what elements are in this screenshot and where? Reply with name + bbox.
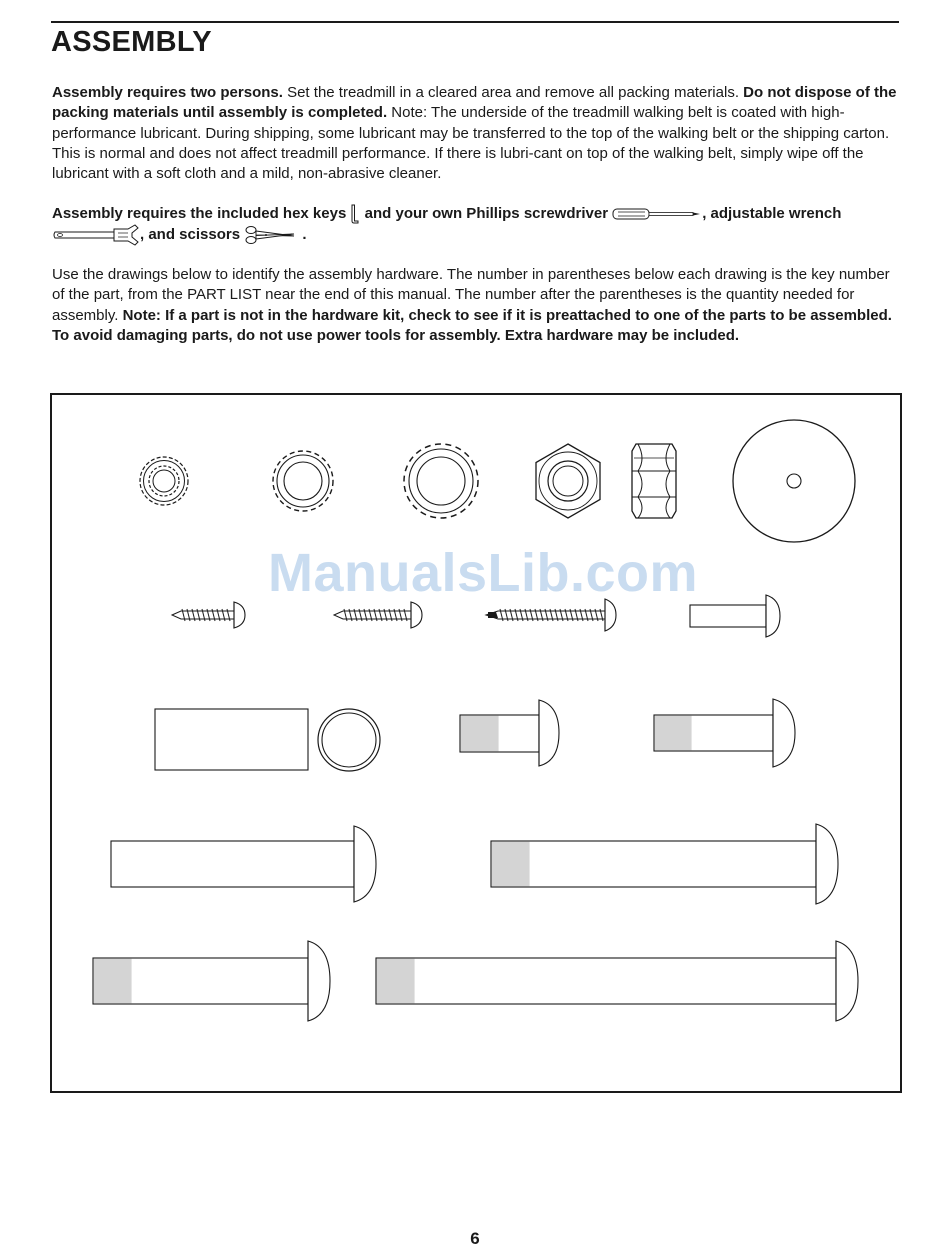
button-bolt-b [654, 699, 795, 767]
extra-long-bolt-patched [376, 941, 858, 1021]
long-bolt-plain [111, 826, 376, 902]
button-bolt-a [460, 700, 559, 766]
spacer [155, 709, 308, 770]
medium-bolt-patched [93, 941, 330, 1021]
hex-nut [536, 444, 600, 518]
phillips-screwdriver-icon [612, 206, 702, 222]
ring [318, 709, 380, 771]
hex-key-icon [350, 204, 360, 224]
top-rule [51, 21, 899, 23]
large-star-washer [404, 444, 478, 518]
packing-materials-note: Do not dispose of the packing materials until assembly is completed. [52, 84, 897, 122]
small-star-washer [140, 457, 188, 505]
scissors-icon [244, 225, 298, 245]
intro-paragraph: Assembly requires two persons. Set the treadmill in a cleared area and remove all packing materials. Do not dispose of the packing materials until assembly is completed. Note: The underside of the treadmill walking belt is coated with high-performance lubricant. During shipping, some lubricant may be transferred to the top of the walking belt or the shipping carton. This is normal and does not affect treadmill performance. If there is lubri-cant on top of the walking belt, simply wipe off the lubricant with a soft cloth and a mild, non-abrasive cleaner. [52, 84, 897, 183]
page-number: 6 [470, 1229, 480, 1248]
page-title: ASSEMBLY [51, 26, 212, 58]
flat-washer [733, 420, 855, 542]
two-persons-note: Assembly requires two persons. [52, 84, 283, 101]
short-button-bolt [690, 595, 780, 637]
hardware-note: Note: If a part is not in the hardware kit, check to see if it is preattached to one of the parts to be assembled. To avoid damaging parts, do not use power tools for assembly. Extra hardware may be included. [52, 306, 892, 344]
long-bolt-patched [491, 824, 838, 904]
adjustable-wrench-icon [52, 224, 140, 246]
nylon-locknut [632, 444, 676, 518]
tools-paragraph: Assembly requires the included hex keys and your own Phillips screwdriver , adjustable wrench , and scissors . [52, 204, 900, 246]
watermark: ManualsLib.com [268, 543, 699, 603]
small-screw [172, 602, 245, 628]
medium-star-washer [273, 451, 333, 511]
hardware-drawings-box [50, 393, 902, 1093]
medium-screw [334, 602, 422, 628]
hardware-paragraph: Use the drawings below to identify the assembly hardware. The number in parentheses below each drawing is the key number of the part, from the PART LIST near the end of this manual. The number after the parentheses is the quantity needed for assembly. Note: If a part is not in the hardware kit, check to see if it is preattached to one of the parts to be assembled. To avoid damaging parts, do not use power tools for assembly. Extra hardware may be included. [52, 266, 892, 344]
